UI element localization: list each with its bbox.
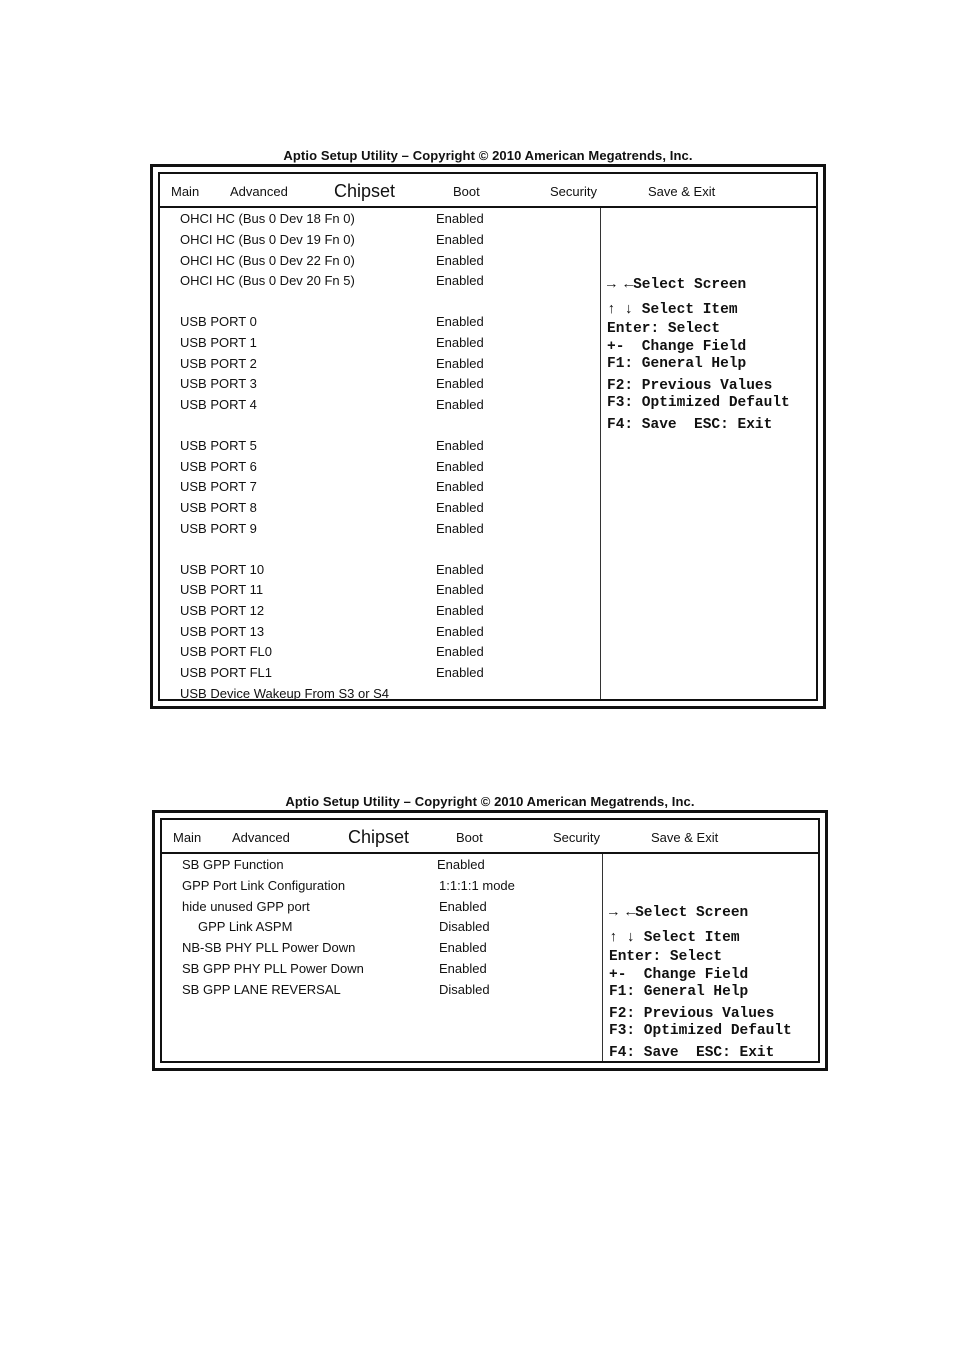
- tab-boot[interactable]: Boot: [456, 830, 483, 845]
- setting-value[interactable]: Enabled: [436, 273, 484, 288]
- setting-value[interactable]: Disabled: [439, 982, 490, 997]
- setting-value[interactable]: Enabled: [436, 500, 484, 515]
- setting-label: OHCI HC (Bus 0 Dev 18 Fn 0): [180, 211, 355, 226]
- help-line: F3: Optimized Default: [607, 395, 790, 411]
- setting-label: USB PORT 10: [180, 562, 265, 577]
- help-line: ↑ ↓ Select Item: [609, 930, 740, 946]
- setting-value[interactable]: Enabled: [439, 940, 487, 955]
- setting-value[interactable]: Enabled: [436, 644, 484, 659]
- bios-frame: [150, 164, 826, 709]
- setting-value[interactable]: Enabled: [436, 624, 484, 639]
- screen-caption: Aptio Setup Utility – Copyright © 2010 American Megatrends, Inc.: [285, 794, 695, 809]
- bios-inner-frame: [160, 818, 820, 1063]
- setting-value[interactable]: Enabled: [439, 961, 487, 976]
- setting-value[interactable]: Enabled: [436, 314, 484, 329]
- bios-screen-gpp: [152, 792, 828, 1071]
- help-line: F4: Save ESC: Exit: [607, 417, 773, 433]
- tab-boot[interactable]: Boot: [453, 184, 480, 199]
- setting-value[interactable]: Enabled: [436, 582, 484, 597]
- setting-label: USB PORT 11: [180, 582, 264, 597]
- help-line: Enter: Select: [609, 949, 723, 965]
- setting-value[interactable]: Enabled: [436, 397, 484, 412]
- menu-bar: [162, 820, 818, 854]
- setting-value[interactable]: Enabled: [436, 603, 484, 618]
- setting-value[interactable]: Enabled: [436, 521, 484, 536]
- setting-label: USB PORT FL1: [180, 665, 272, 680]
- help-line: → ←Select Screen: [609, 905, 749, 921]
- setting-label: USB PORT 1: [180, 335, 257, 350]
- help-line: F2: Previous Values: [609, 1006, 775, 1022]
- help-line: F1: General Help: [609, 984, 749, 1000]
- setting-label: USB PORT 13: [180, 624, 265, 639]
- setting-label: USB PORT 8: [180, 500, 257, 515]
- setting-value[interactable]: Enabled: [436, 356, 484, 371]
- setting-value[interactable]: Enabled: [436, 335, 484, 350]
- tab-main[interactable]: Main: [171, 184, 200, 199]
- setting-value[interactable]: Enabled: [437, 857, 485, 872]
- setting-label: OHCI HC (Bus 0 Dev 22 Fn 0): [180, 253, 355, 268]
- bios-screen-usb: [150, 146, 826, 709]
- setting-label: USB PORT 12: [180, 603, 265, 618]
- tab-advanced[interactable]: Advanced: [232, 830, 290, 845]
- setting-label: GPP Port Link Configuration: [182, 878, 346, 893]
- help-line: → ←Select Screen: [607, 277, 747, 293]
- bios-frame: [152, 810, 828, 1071]
- setting-value[interactable]: Enabled: [436, 459, 484, 474]
- setting-label: USB PORT 6: [180, 459, 257, 474]
- help-line: F1: General Help: [607, 356, 747, 372]
- setting-value[interactable]: Enabled: [436, 376, 484, 391]
- setting-label: OHCI HC (Bus 0 Dev 19 Fn 0): [180, 232, 355, 247]
- setting-value[interactable]: Enabled: [439, 899, 487, 914]
- setting-value[interactable]: Enabled: [436, 665, 484, 680]
- setting-value[interactable]: Enabled: [436, 479, 484, 494]
- help-line: Enter: Select: [607, 321, 721, 337]
- setting-label: USB PORT 7: [180, 479, 257, 494]
- setting-value[interactable]: 1:1:1:1 mode: [439, 878, 515, 893]
- tab-advanced[interactable]: Advanced: [230, 184, 288, 199]
- setting-label: USB Device Wakeup From S3 or S4: [180, 686, 390, 701]
- help-line: F2: Previous Values: [607, 378, 773, 394]
- setting-label: SB GPP Function: [182, 857, 284, 872]
- setting-value[interactable]: Enabled: [436, 232, 484, 247]
- tab-security[interactable]: Security: [550, 184, 597, 199]
- setting-label: USB PORT 2: [180, 356, 257, 371]
- bios-inner-frame: [158, 172, 818, 701]
- setting-value[interactable]: Disabled: [439, 919, 490, 934]
- setting-label: OHCI HC (Bus 0 Dev 20 Fn 5): [180, 273, 355, 288]
- setting-label: USB PORT 3: [180, 376, 257, 391]
- setting-label: USB PORT FL0: [180, 644, 272, 659]
- pane-divider: [600, 208, 601, 699]
- tab-chipset[interactable]: Chipset: [348, 827, 410, 847]
- setting-label: GPP Link ASPM: [198, 919, 293, 934]
- help-line: +- Change Field: [607, 339, 747, 355]
- setting-value[interactable]: Enabled: [436, 438, 484, 453]
- help-line: +- Change Field: [609, 967, 749, 983]
- setting-value[interactable]: Enabled: [436, 562, 484, 577]
- tab-security[interactable]: Security: [553, 830, 600, 845]
- tab-save-exit[interactable]: Save & Exit: [651, 830, 719, 845]
- help-line: ↑ ↓ Select Item: [607, 302, 738, 318]
- tab-main[interactable]: Main: [173, 830, 202, 845]
- pane-divider: [602, 854, 603, 1061]
- tab-chipset[interactable]: Chipset: [334, 181, 396, 201]
- setting-label: USB PORT 5: [180, 438, 257, 453]
- screen-caption: Aptio Setup Utility – Copyright © 2010 American Megatrends, Inc.: [283, 148, 693, 163]
- setting-label: SB GPP LANE REVERSAL: [182, 982, 341, 997]
- setting-label: hide unused GPP port: [182, 899, 310, 914]
- help-line: F4: Save ESC: Exit: [609, 1045, 775, 1061]
- tab-save-exit[interactable]: Save & Exit: [648, 184, 716, 199]
- setting-label: USB PORT 4: [180, 397, 257, 412]
- setting-value[interactable]: Enabled: [436, 253, 484, 268]
- help-line: F3: Optimized Default: [609, 1023, 792, 1039]
- setting-label: NB-SB PHY PLL Power Down: [182, 940, 356, 955]
- setting-label: SB GPP PHY PLL Power Down: [182, 961, 364, 976]
- menu-bar: [160, 174, 816, 208]
- setting-label: USB PORT 0: [180, 314, 257, 329]
- setting-value[interactable]: Enabled: [436, 211, 484, 226]
- setting-label: USB PORT 9: [180, 521, 257, 536]
